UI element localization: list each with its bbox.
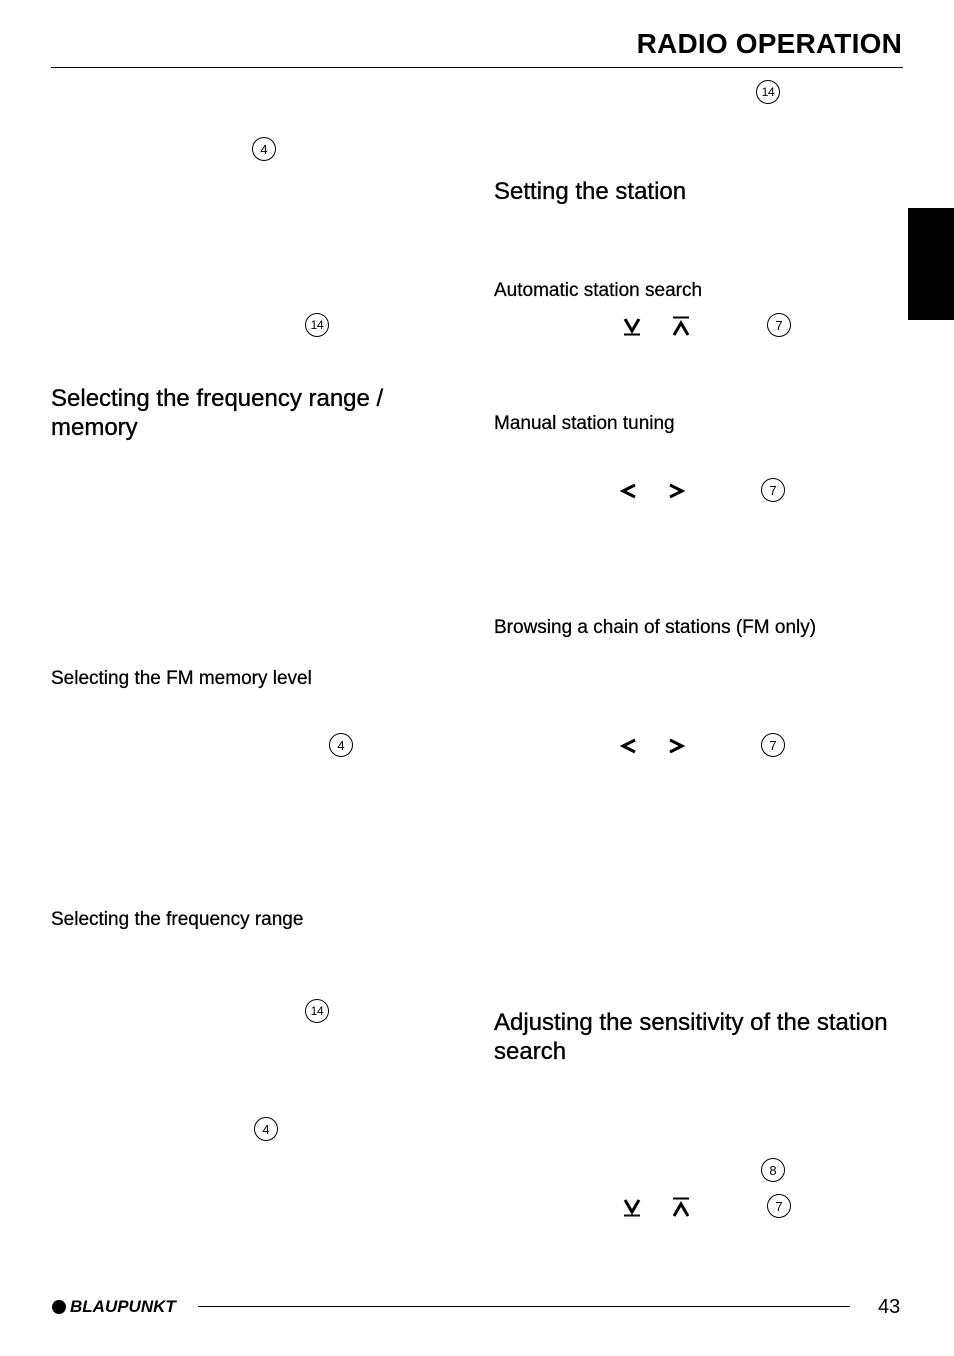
callout-7: 7 xyxy=(761,478,785,502)
callout-14: 14 xyxy=(305,999,329,1023)
callout-14-top: 14 xyxy=(756,80,780,104)
callout-4: 4 xyxy=(254,1117,278,1141)
callout-8: 8 xyxy=(761,1158,785,1182)
footer-divider xyxy=(198,1306,850,1307)
subheading-browsing-chain: Browsing a chain of stations (FM only) xyxy=(494,617,817,638)
page-number: 43 xyxy=(878,1296,901,1318)
callout-7: 7 xyxy=(767,313,791,337)
header-divider xyxy=(51,67,903,68)
heading-setting-station: Setting the station xyxy=(494,178,687,205)
brand-logo xyxy=(52,1298,176,1316)
brand-name: BLAUPUNKT xyxy=(70,1297,176,1316)
callout-7: 7 xyxy=(761,733,785,757)
callout-4: 4 xyxy=(329,733,353,757)
callout-7: 7 xyxy=(767,1194,791,1218)
subheading-manual-tuning: Manual station tuning xyxy=(494,413,675,434)
heading-frequency-memory: Selecting the frequency range / memory xyxy=(51,385,384,441)
subheading-automatic-search: Automatic station search xyxy=(494,280,703,301)
arrow-right-icon xyxy=(665,480,687,502)
arrow-left-icon xyxy=(618,480,640,502)
callout-14: 14 xyxy=(305,313,329,337)
callout-4: 4 xyxy=(252,137,276,161)
arrow-up-icon xyxy=(670,315,692,337)
section-tab-marker xyxy=(908,208,954,320)
heading-sensitivity: Adjusting the sensitivity of the station search xyxy=(494,1009,888,1065)
arrow-right-icon xyxy=(665,735,687,757)
arrow-left-icon xyxy=(618,735,640,757)
arrow-down-icon xyxy=(621,315,643,337)
arrow-down-icon xyxy=(621,1196,643,1218)
page-title: RADIO OPERATION xyxy=(636,28,902,59)
arrow-up-icon xyxy=(670,1196,692,1218)
brand-dot-icon xyxy=(52,1300,66,1314)
subheading-fm-memory-level: Selecting the FM memory level xyxy=(51,668,312,689)
subheading-frequency-range: Selecting the frequency range xyxy=(51,909,304,930)
